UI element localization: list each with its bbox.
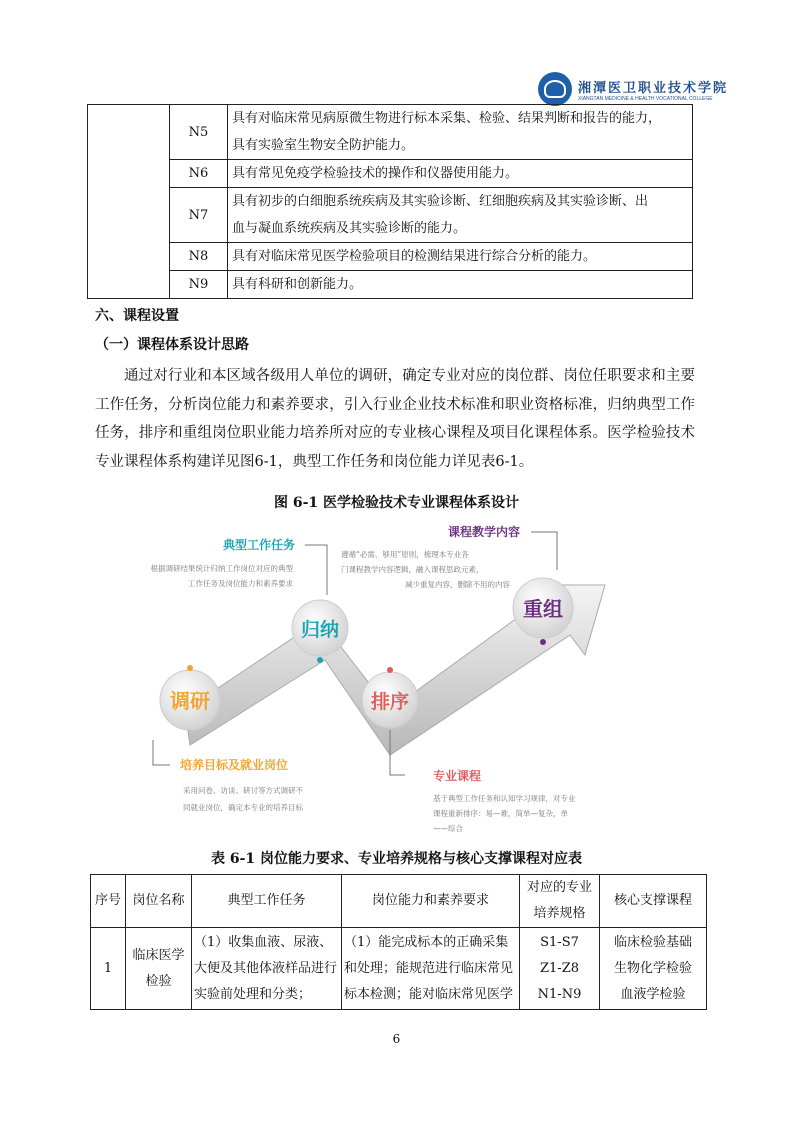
table-row bbox=[88, 243, 693, 271]
header-cell: 对应的专业培养规格 bbox=[520, 875, 600, 928]
course-desc: 课程重新排序：易—难，简单—复杂，单 bbox=[433, 809, 568, 818]
text-cell: 具有常见免疫学检验技术的操作和仪器使用能力。 bbox=[228, 160, 693, 188]
tasks-cell: （1）收集血液、尿液、大便及其他体液样品进行实验前处理和分类； bbox=[192, 928, 342, 1010]
goal-title: 培养目标及就业岗位 bbox=[180, 758, 289, 772]
step-reorganize: 重组 bbox=[523, 597, 563, 621]
curriculum-diagram bbox=[105, 510, 685, 835]
figure-caption: 图 6-1 医学检验技术专业课程体系设计 bbox=[273, 495, 520, 511]
content-desc: 减少重复内容，删除不用的内容 bbox=[405, 580, 510, 589]
college-seal-icon bbox=[538, 72, 572, 106]
content-title: 课程教学内容 bbox=[447, 525, 520, 539]
step-research: 调研 bbox=[170, 689, 210, 713]
content-desc: 遵循“必需、够用”原则，梳理本专业各 bbox=[341, 550, 469, 559]
header-cell: 典型工作任务 bbox=[192, 875, 342, 928]
content-desc: 门课程教学内容逻辑，融入课程思政元素， bbox=[341, 565, 484, 574]
typical-task-title: 典型工作任务 bbox=[222, 538, 295, 552]
text-cell: 具有初步的白细胞系统疾病及其实验诊断、红细胞疾病及其实验诊断、出 血与凝血系统疾病及其实验诊断的能力。 bbox=[228, 188, 693, 243]
header-cell: 核心支撑课程 bbox=[600, 875, 707, 928]
step-induce: 归纳 bbox=[300, 619, 340, 641]
text-cell: 具有对临床常见医学检验项目的检测结果进行综合分析的能力。 bbox=[228, 243, 693, 271]
code-cell: N6 bbox=[170, 160, 228, 188]
courses-cell: 临床检验基础 生物化学检验 血液学检验 bbox=[600, 928, 707, 1010]
code-cell: N5 bbox=[170, 105, 228, 160]
header-cell: 岗位名称 bbox=[126, 875, 192, 928]
post-competency-table bbox=[90, 874, 707, 1010]
course-desc: 基于典型工作任务和认知学习规律，对专业 bbox=[433, 794, 576, 803]
body-paragraph: 通过对行业和本区域各级用人单位的调研，确定专业对应的岗位群、岗位任职要求和主要工作任务，分析岗位能力和素养要求，引入行业企业技术标准和职业资格标准，归纳典型工作任务，排序和重组岗位职业能力培养所对应的专业核心课程及项目化课程体系。医学检验技术专业课程体系构建详见图6-1，典型工作任务和岗位能力详见表6-1。 bbox=[95, 368, 695, 470]
header-cell: 岗位能力和素养要求 bbox=[342, 875, 520, 928]
code-cell: N8 bbox=[170, 243, 228, 271]
goal-desc: 同就业岗位，确定本专业的培养目标 bbox=[183, 803, 303, 812]
logo-cn: 湘潭医卫职业技术学院 bbox=[578, 80, 729, 96]
section-heading: 六、课程设置 bbox=[95, 308, 179, 324]
code-cell: N7 bbox=[170, 188, 228, 243]
ability-cell: （1）能完成标本的正确采集和处理；能规范进行临床常见标本检测；能对临床常见医学 bbox=[342, 928, 520, 1010]
table-caption: 表 6-1 岗位能力要求、专业培养规格与核心支撑课程对应表 bbox=[210, 851, 583, 867]
header-cell: 序号 bbox=[91, 875, 126, 928]
logo-en: XIANGTAN MEDICINE & HEALTH VOCATIONAL COLLEGE bbox=[578, 95, 713, 102]
text-cell: 具有科研和创新能力。 bbox=[228, 271, 693, 299]
post-cell: 临床医学检验 bbox=[126, 928, 192, 1010]
table-row bbox=[88, 188, 693, 243]
table-row bbox=[88, 160, 693, 188]
course-title: 专业课程 bbox=[433, 769, 482, 783]
typical-task-desc: 根据调研结果统计归纳工作岗位对应的典型 bbox=[150, 564, 293, 573]
table-row bbox=[88, 105, 693, 160]
course-desc: ——综合 bbox=[433, 824, 463, 833]
competency-table bbox=[87, 104, 693, 299]
empty-cell bbox=[88, 105, 170, 299]
code-cell: N9 bbox=[170, 271, 228, 299]
goal-desc: 采用问卷、访谈、研讨等方式调研不 bbox=[183, 786, 303, 795]
typical-task-desc: 工作任务及岗位能力和素养要求 bbox=[188, 579, 293, 588]
page-number: 6 bbox=[392, 1032, 401, 1046]
step-sort: 排序 bbox=[370, 691, 410, 713]
table-row bbox=[88, 271, 693, 299]
table-header-row bbox=[91, 875, 707, 928]
text-cell: 具有对临床常见病原微生物进行标本采集、检验、结果判断和报告的能力， 具有实验室生物安全防护能力。 bbox=[228, 105, 693, 160]
college-logo bbox=[538, 72, 728, 106]
no-cell: 1 bbox=[91, 928, 126, 1010]
table-row bbox=[91, 928, 707, 1010]
subsection-heading: （一）课程体系设计思路 bbox=[95, 337, 249, 353]
specs-cell: S1-S7 Z1-Z8 N1-N9 bbox=[520, 928, 600, 1010]
